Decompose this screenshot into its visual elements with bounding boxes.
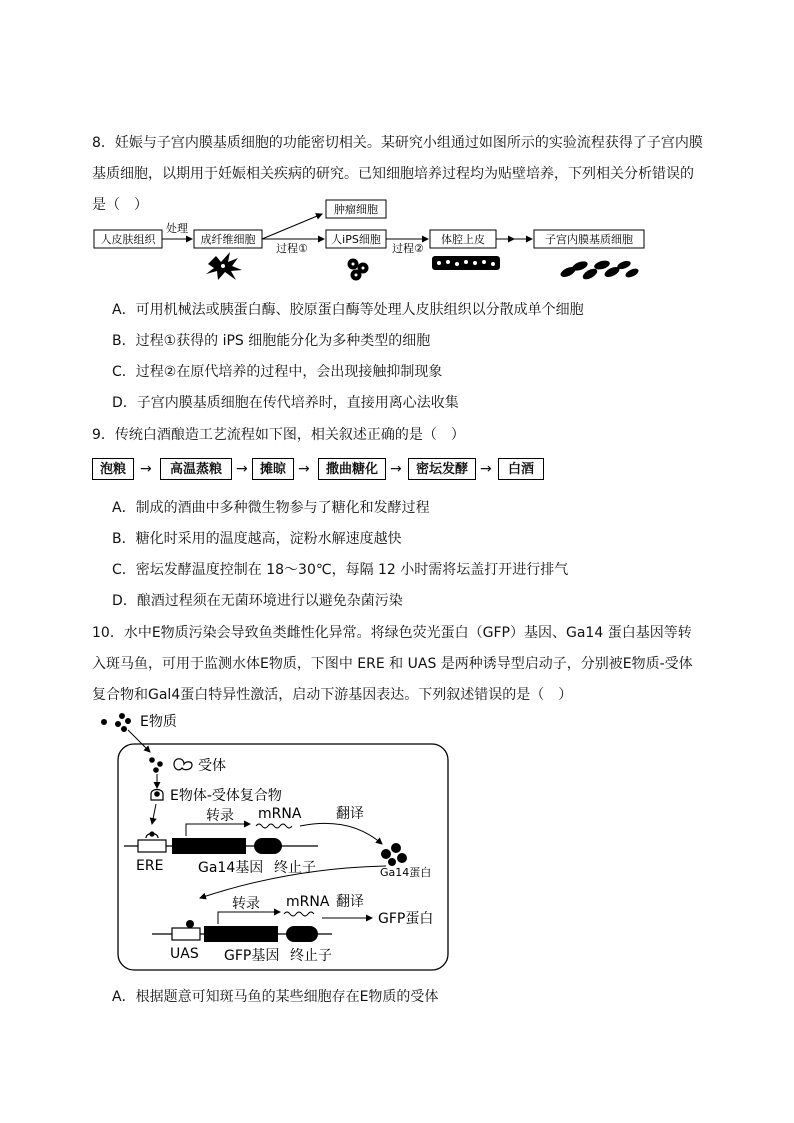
e-substance-inside-icon [149, 757, 163, 773]
question-8-option-c: C．过程②在原代培养的过程中，会出现接触抑制现象 [112, 364, 443, 380]
box-skin-tissue-label: 人皮肤组织 [100, 233, 156, 246]
label-ga14-protein: Ga14蛋白 [380, 866, 432, 879]
label-terminator-2: 终止子 [290, 948, 332, 964]
box-tumor-cell-label: 肿瘤细胞 [334, 203, 378, 216]
label-terminator-1: 终止子 [274, 860, 316, 876]
label-ere: ERE [136, 858, 164, 874]
gfp-gene-block [204, 926, 278, 942]
fibroblast-cells-icon [206, 252, 242, 280]
question-9-option-c: C．密坛发酵温度控制在 18～30℃，每隔 12 小时需将坛盖打开进行排气 [112, 562, 569, 578]
label-transcribe-2: 转录 [232, 896, 260, 912]
question-8-diagram [90, 192, 660, 284]
label-process-2: 过程② [392, 242, 424, 255]
question-8-option-a: A．可用机械法或胰蛋白酶、胶原蛋白酶等处理人皮肤组织以分散成单个细胞 [112, 302, 584, 318]
label-process-1: 过程① [276, 242, 308, 255]
question-8-option-b: B．过程①获得的 iPS 细胞能分化为多种类型的细胞 [112, 333, 431, 349]
label-gfp-protein: GFP蛋白 [378, 911, 434, 927]
question-8-stem: 8．妊娠与子宫内膜基质细胞的功能密切相关。某研究小组通过如图所示的实验流程获得了子宫内膜基质细胞，以期用于妊娠相关疾病的研究。已知细胞培养过程均为贴壁培养，下列相关分析错误的是（ ） [92, 135, 703, 213]
question-10-stem: 10．水中E物质污染会导致鱼类雌性化异常。将绿色荧光蛋白（GFP）基因、Ga14 蛋白基因等转入斑马鱼，可用于监测水体E物质，下图中 ERE 和 UAS 是两种诱导型启动子，分别被E物质-受体复合物和Gal4蛋白特异性激活，启动下游基因表达。下列叙述错误的是（ ） [92, 625, 693, 703]
label-mrna-2: mRNA [286, 894, 330, 910]
question-9-option-b: B．糖化时采用的温度越高，淀粉水解速度越快 [112, 531, 402, 547]
ga14-gene-block [172, 838, 246, 854]
flow-arrow-4: → [390, 461, 402, 477]
box-coelomic-epithelium-label: 体腔上皮 [441, 233, 485, 246]
mrna-1-icon [256, 824, 292, 828]
box-fibroblast-label: 成纤维细胞 [200, 233, 256, 246]
flow-arrow-1: → [140, 461, 152, 477]
label-translate-2: 翻译 [336, 894, 364, 910]
uas-promoter [172, 928, 200, 940]
question-8-option-d: D．子宫内膜基质细胞在传代培养时，直接用离心法收集 [112, 395, 459, 411]
epithelium-cells-icon [432, 256, 500, 270]
label-translate-1: 翻译 [336, 806, 364, 822]
box-endometrial-stromal-cell-label: 子宫内膜基质细胞 [545, 233, 633, 246]
question-10-diagram [90, 708, 460, 978]
ips-cells-icon [348, 259, 369, 281]
flow-step-6: 白酒 [498, 458, 544, 480]
e-substance-dots-icon [101, 713, 131, 732]
terminator-1-block [254, 838, 282, 854]
box-ips-cell-label: 人iPS细胞 [331, 233, 381, 246]
flow-step-2: 高温蒸粮 [160, 458, 232, 480]
mrna-2-icon [284, 912, 314, 916]
label-e-substance: E物质 [140, 714, 177, 730]
question-9-option-a: A．制成的酒曲中多种微生物参与了糖化和发酵过程 [112, 500, 430, 516]
flow-arrow-5: → [480, 461, 492, 477]
flow-step-1: 泡粮 [92, 458, 134, 480]
label-mrna-1: mRNA [258, 806, 302, 822]
flow-arrow-3: → [298, 461, 310, 477]
label-receptor: 受体 [198, 758, 226, 774]
receptor-icon [174, 759, 192, 770]
complex-icon [151, 790, 163, 801]
label-complex: E物体-受体复合物 [170, 788, 282, 804]
terminator-2-block [286, 926, 318, 942]
label-gfp-gene: GFP基因 [224, 948, 280, 964]
flow-step-5: 密坛发酵 [408, 458, 476, 480]
label-transcribe-1: 转录 [206, 808, 234, 824]
flow-step-3: 摊晾 [252, 458, 294, 480]
flow-step-4: 撒曲糖化 [318, 458, 386, 480]
label-process-treat: 处理 [166, 222, 188, 235]
stromal-cells-icon [559, 259, 640, 281]
ga14-protein-icon [381, 843, 407, 866]
ere-promoter [138, 840, 166, 852]
question-9-option-d: D．酿酒过程须在无菌环境进行以避免杂菌污染 [112, 593, 403, 609]
label-uas: UAS [170, 946, 199, 962]
flow-arrow-2: → [236, 461, 248, 477]
question-10-option-a: A．根据题意可知斑马鱼的某些细胞存在E物质的受体 [112, 989, 439, 1005]
label-ga14-gene: Ga14基因 [198, 860, 264, 876]
question-9-stem: 9．传统白酒酿造工艺流程如下图，相关叙述正确的是（ ） [92, 427, 465, 443]
